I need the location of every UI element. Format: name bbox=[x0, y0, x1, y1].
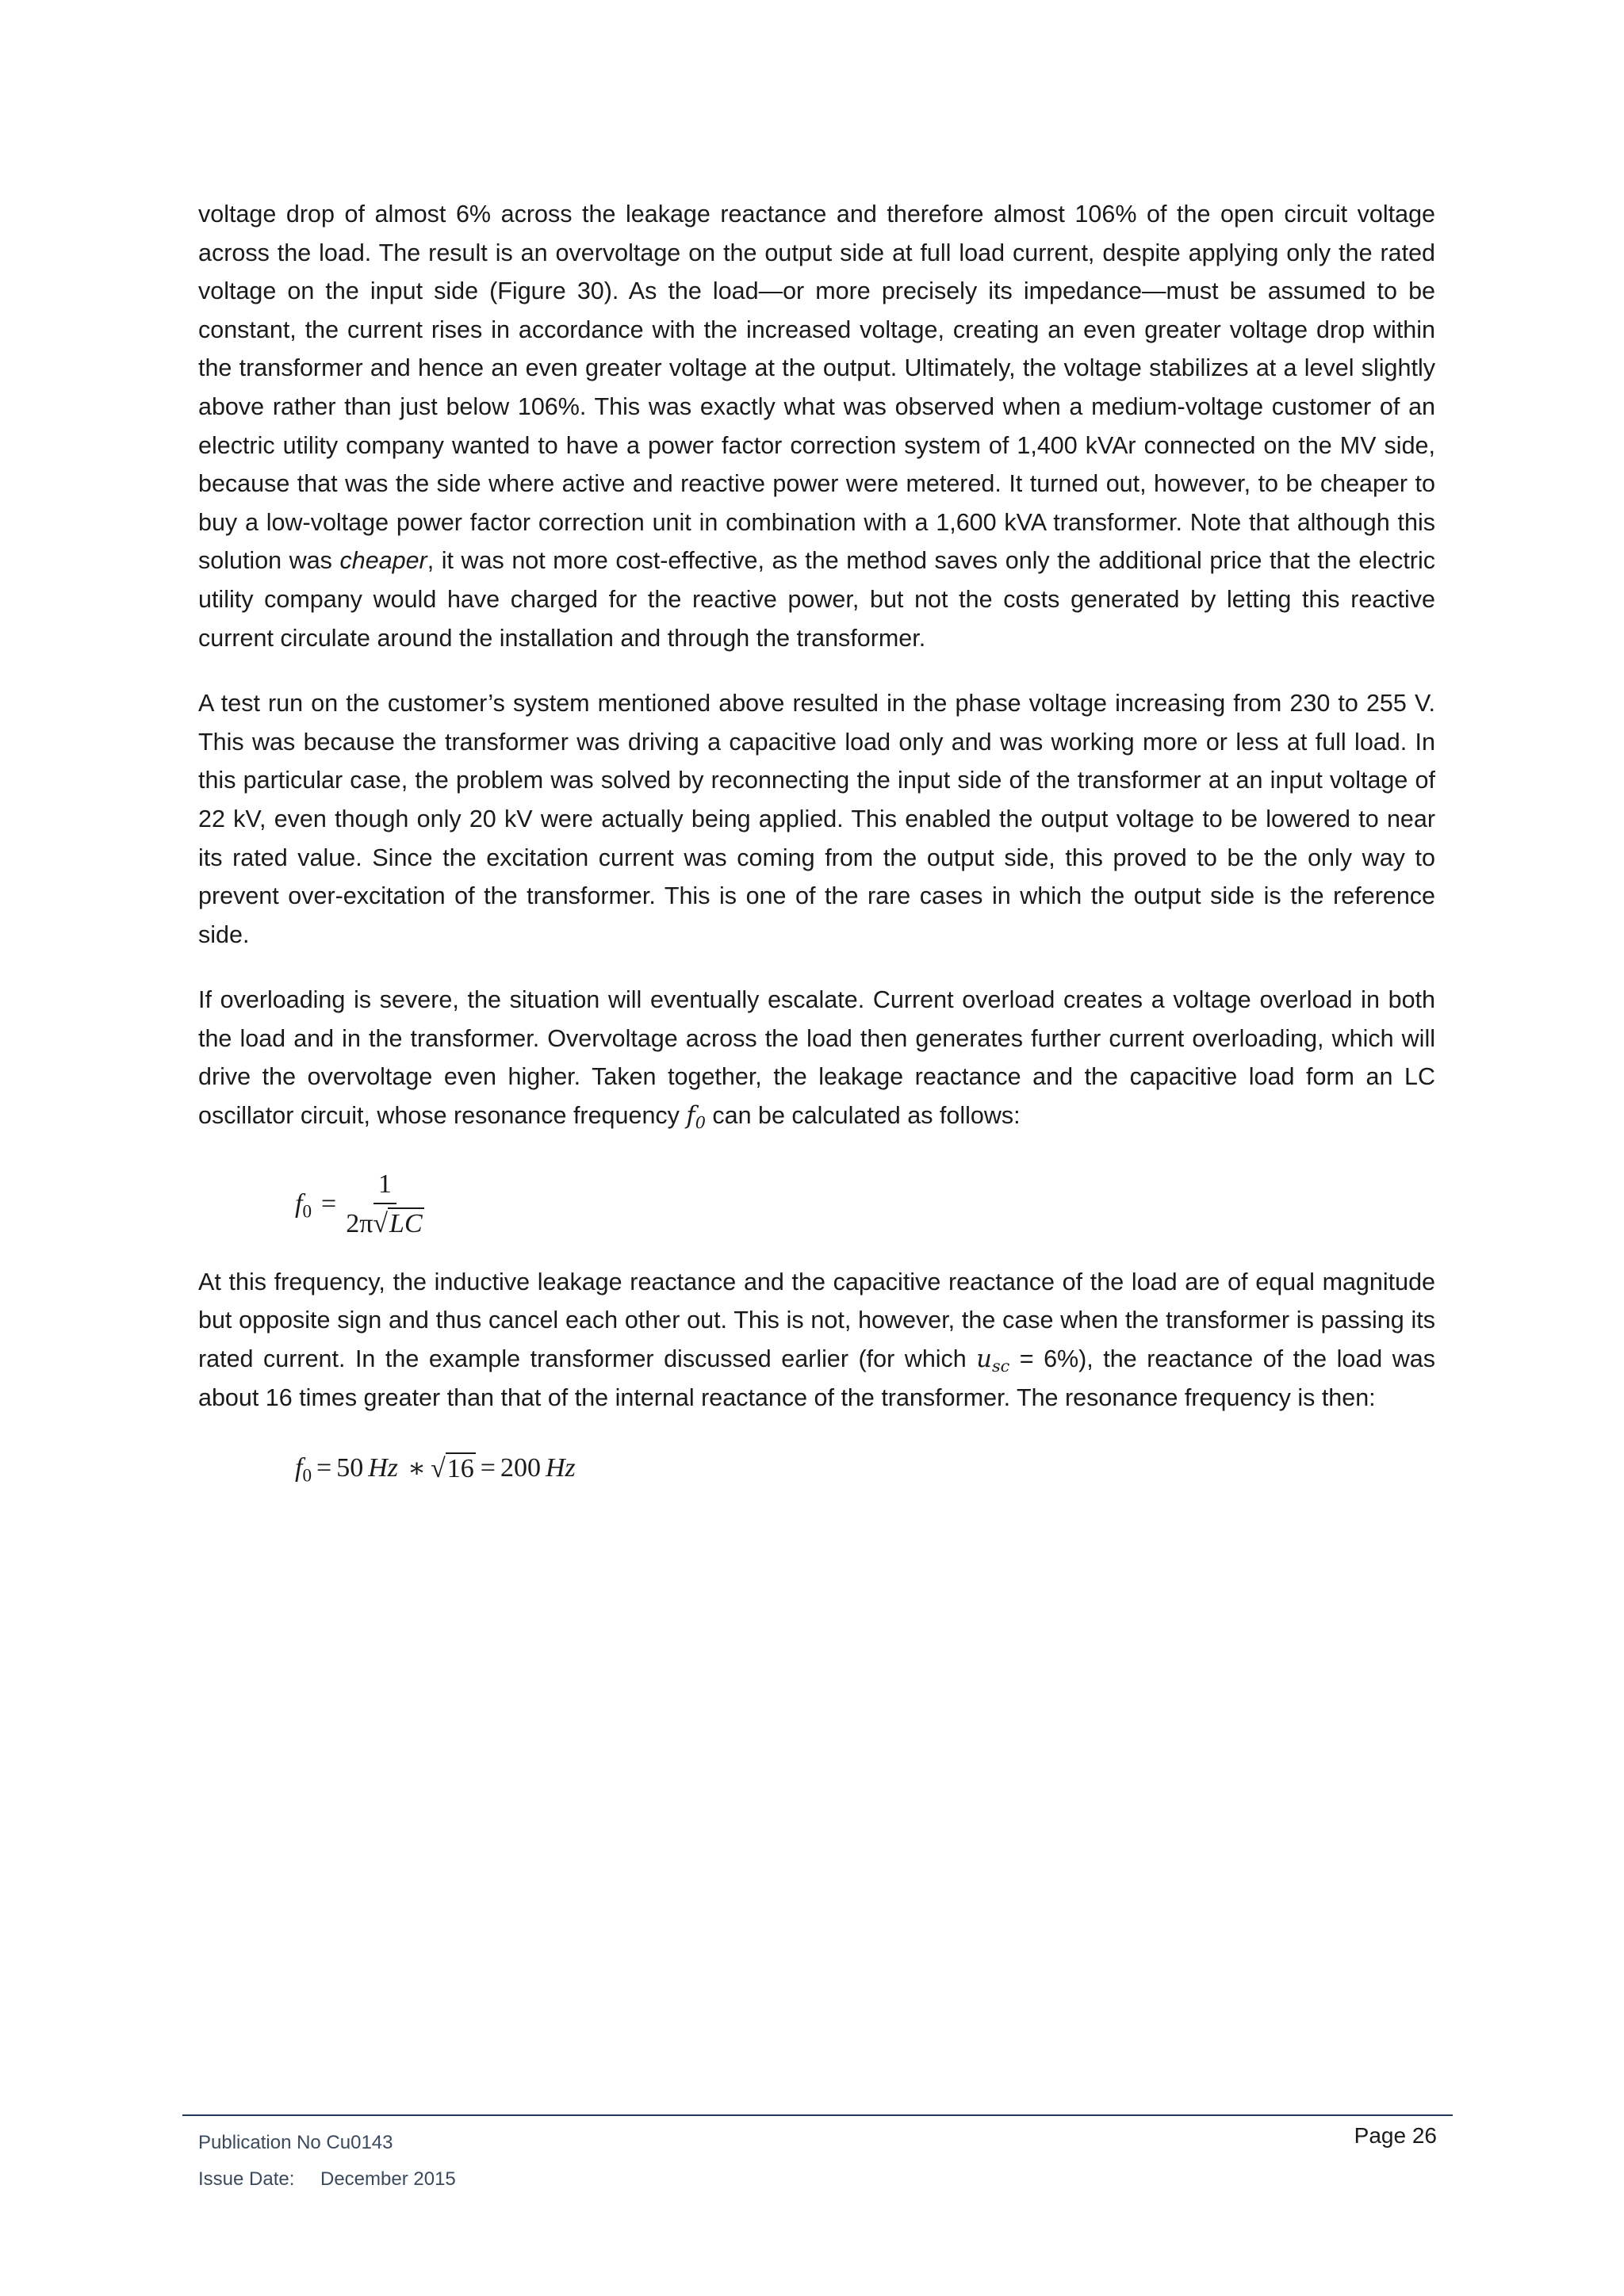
equation-2-multiply: ∗ bbox=[408, 1454, 427, 1484]
paragraph-1-text-b: , it was not more cost-effective, as the method saves only the additional price that the electric utility company would have charged for the reactive power, but not the costs generated by letting this reactive current circulate around the installation and through the transformer. bbox=[198, 547, 1435, 652]
equation-resonance-result bbox=[295, 1445, 1435, 1492]
paragraph-4-text-b: = 6%), the reactance of the load was about 16 times greater than that of the internal reactance of the transformer. The resonance frequency is then: bbox=[198, 1345, 1435, 1412]
equation-2-equals: = bbox=[316, 1453, 332, 1483]
equation-1-sqrt bbox=[373, 1207, 423, 1239]
equation-1-symbol: f bbox=[295, 1188, 303, 1219]
footer-page-number: Page 26 bbox=[1354, 2123, 1437, 2148]
paragraph-3 bbox=[198, 981, 1435, 1135]
equation-resonance-formula bbox=[295, 1163, 1435, 1246]
equation-1-two-pi: 2π bbox=[346, 1208, 373, 1238]
equation-2-unit-hz: Hz bbox=[368, 1453, 398, 1483]
footer-publication-number: Publication No Cu0143 bbox=[198, 2132, 393, 2153]
paragraph-3-text-b: can be calculated as follows: bbox=[705, 1102, 1021, 1130]
equation-2-sqrt bbox=[431, 1452, 476, 1484]
equation-2-value-200: 200 bbox=[500, 1453, 541, 1483]
equation-2-symbol: f bbox=[295, 1453, 303, 1483]
sqrt-icon: √ bbox=[431, 1454, 446, 1484]
equation-1-radicand: LC bbox=[389, 1208, 423, 1238]
equation-2-lhs bbox=[295, 1453, 312, 1487]
symbol-f: f bbox=[686, 1102, 695, 1131]
paragraph-4-text-a: At this frequency, the inductive leakage reactance and the capacitive reactance of the load are of equal magnitude but opposite sign and thus cancel each other out. This is not, however, the case when the transformer is passing its rated current. In the example transformer discussed earlier (for which bbox=[198, 1268, 1435, 1372]
equation-1-subscript: 0 bbox=[302, 1201, 312, 1223]
paragraph-4 bbox=[198, 1263, 1435, 1418]
equation-2-subscript: 0 bbox=[302, 1465, 312, 1487]
footer-issue-row bbox=[198, 2161, 456, 2198]
symbol-subscript: 0 bbox=[695, 1112, 706, 1132]
paragraph-3-text-a: If overloading is severe, the situation will eventually escalate. Current overload creates a voltage overload in both the load and in the transformer. Overvoltage across the load then generates further current overloading, which will drive the overvoltage even higher. Taken together, the leakage reactance and the capacitive load form an LC oscillator circuit, whose resonance frequency bbox=[198, 986, 1435, 1130]
equation-2-radicand: 16 bbox=[446, 1454, 474, 1484]
paragraph-1 bbox=[198, 195, 1435, 657]
sqrt-icon: √ bbox=[373, 1208, 389, 1238]
equation-1-fraction bbox=[346, 1169, 423, 1239]
equation-1-lhs bbox=[295, 1188, 312, 1223]
equation-2-value-50: 50 bbox=[336, 1453, 364, 1483]
footer-issue-label: Issue Date: bbox=[198, 2168, 295, 2190]
footer-issue-date: December 2015 bbox=[320, 2168, 456, 2190]
symbol-u-subscript: sc bbox=[991, 1356, 1010, 1376]
equation-1-denominator bbox=[346, 1204, 423, 1239]
equation-1-equals: = bbox=[321, 1188, 337, 1219]
equation-1-numerator: 1 bbox=[373, 1169, 396, 1204]
paragraph-1-text-a: voltage drop of almost 6% across the leakage reactance and therefore almost 106% of the open circuit voltage across the load. The result is an overvoltage on the output side at full load current, despite applying only the rated voltage on the input side (Figure 30). As the load—or more precisely its impedance—must be assumed to be constant, the current rises in accordance with the increased voltage, creating an even greater voltage drop within the transformer and hence an even greater voltage at the output. Ultimately, the voltage stabilizes at a level slightly above rather than just below 106%. This was exactly what was observed when a medium-voltage customer of an electric utility company wanted to have a power factor correction system of 1,400 kVAr connected on the MV side, because that was the side where active and reactive power were metered. It turned out, however, to be cheaper to buy a low-voltage power factor correction unit in combination with a 1,600 kVA transformer. Note that although this solution was bbox=[198, 201, 1435, 575]
paragraph-3-symbol bbox=[686, 1102, 706, 1130]
footer-publication-info bbox=[198, 2125, 456, 2198]
paragraph-4-usc-symbol bbox=[976, 1345, 1010, 1376]
paragraph-2: A test run on the customer’s system mentioned above resulted in the phase voltage increasing from 230 to 255 V. This was because the transformer was driving a capacitive load only and was working more or less at full load. In this particular case, the problem was solved by reconnecting the input side of the transformer at an input voltage of 22 kV, even though only 20 kV were actually being applied. This enabled the output voltage to be lowered to near its rated value. Since the excitation current was coming from the output side, this proved to be the only way to prevent over-excitation of the transformer. This is one of the rare cases in which the output side is the reference side. bbox=[198, 690, 1435, 948]
paragraph-1-italic-word: cheaper bbox=[339, 547, 427, 575]
page-body bbox=[198, 195, 1435, 1492]
footer-rule bbox=[182, 2114, 1453, 2116]
equation-2-equals-2: = bbox=[480, 1453, 496, 1483]
equation-2-unit-hz-2: Hz bbox=[545, 1453, 576, 1483]
symbol-u: u bbox=[976, 1345, 992, 1373]
